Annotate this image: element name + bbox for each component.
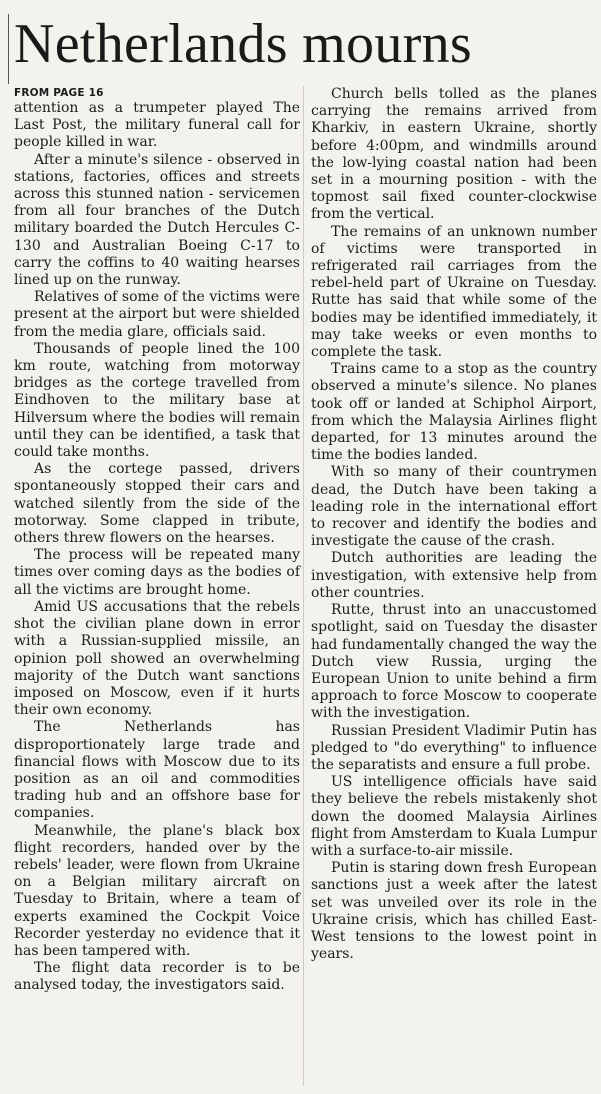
article-paragraph: The Netherlands has disproportionately large trade and financial flows with Moscow due to its position as an oil and commodities trading hub and an offshore base for companies. <box>14 719 300 822</box>
article-headline: Netherlands mourns <box>14 13 472 75</box>
article-paragraph: Amid US accusations that the rebels shot the civilian plane down in error with a Russian-supplied missile, an opinion poll showed an overwhelming majority of the Dutch want sanctions imposed on Moscow, even if it hurts their own economy. <box>14 598 300 719</box>
article-paragraph: Trains came to a stop as the country observed a minute's silence. No planes took off or landed at Schiphol Airport, from which the Malaysia Airlines flight departed, for 13 minutes around the time the bodies landed. <box>311 361 597 464</box>
continuation-kicker: FROM PAGE 16 <box>14 87 104 99</box>
article-paragraph: The flight data recorder is to be analysed today, the investigators said. <box>14 960 300 994</box>
column-divider <box>303 86 304 1086</box>
article-paragraph: Russian President Vladimir Putin has pledged to "do everything" to influence the separatists and ensure a full probe. <box>311 722 597 773</box>
article-paragraph: Meanwhile, the plane's black box flight recorders, handed over by the rebels' leader, were flown from Ukraine on a Belgian military aircraft on Tuesday to Britain, where a team of experts examined the Cockpit Voice Recorder yesterday no evidence that it has been tampered with. <box>14 822 300 959</box>
column-edge-rule <box>8 14 9 84</box>
article-paragraph: Dutch authorities are leading the investigation, with extensive help from other countries. <box>311 550 597 601</box>
article-paragraph: Rutte, thrust into an unaccustomed spotlight, said on Tuesday the disaster had fundamentally changed the way the Dutch view Russia, urging the European Union to unite behind a firm approach to force Moscow to cooperate with the investigation. <box>311 602 597 722</box>
article-column-right <box>311 86 597 963</box>
article-paragraph: The process will be repeated many times over coming days as the bodies of all the victims are brought home. <box>14 547 300 598</box>
article-column-left <box>14 86 300 995</box>
article-paragraph: Thousands of people lined the 100 km route, watching from motorway bridges as the cortege travelled from Eindhoven to the military base at Hilversum where the bodies will remain until they can be identified, a task that could take months. <box>14 340 300 461</box>
article-paragraph: The remains of an unknown number of victims were transported in refrigerated rail carriages from the rebel-held part of Ukraine on Tuesday. Rutte has said that while some of the bodies may be identified immediately, it may take weeks or even months to complete the task. <box>311 223 597 361</box>
article-paragraph: After a minute's silence - observed in stations, factories, offices and streets across this stunned nation - servicemen from all four branches of the Dutch military boarded the Dutch Hercules C-130 and Australian Boeing C-17 to carry the coffins to 40 waiting hearses lined up on the runway. <box>14 151 300 289</box>
article-paragraph: attention as a trumpeter played The Last Post, the military funeral call for people killed in war. <box>14 100 300 151</box>
article-paragraph: US intelligence officials have said they believe the rebels mistakenly shot down the doomed Malaysia Airlines flight from Amsterdam to Kuala Lumpur with a surface-to-air missile. <box>311 774 597 859</box>
article-paragraph: Putin is staring down fresh European sanctions just a week after the latest set was unveiled over its role in the Ukraine crisis, which has chilled East-West tensions to the lowest point in years. <box>311 860 597 963</box>
article-paragraph: Relatives of some of the victims were present at the airport but were shielded from the media glare, officials said. <box>14 289 300 340</box>
article-paragraph: As the cortege passed, drivers spontaneously stopped their cars and watched silently from the side of the motorway. Some clapped in tribute, others threw flowers on the hearses. <box>14 461 300 547</box>
article-paragraph: Church bells tolled as the planes carrying the remains arrived from Kharkiv, in eastern Ukraine, shortly before 4:00pm, and windmills around the low-lying coastal nation had been set in a mourning position - with the topmost sail fixed counter-clockwise from the vertical. <box>311 86 597 223</box>
article-paragraph: With so many of their countrymen dead, the Dutch have been taking a leading role in the international effort to recover and identify the bodies and investigate the cause of the crash. <box>311 464 597 550</box>
